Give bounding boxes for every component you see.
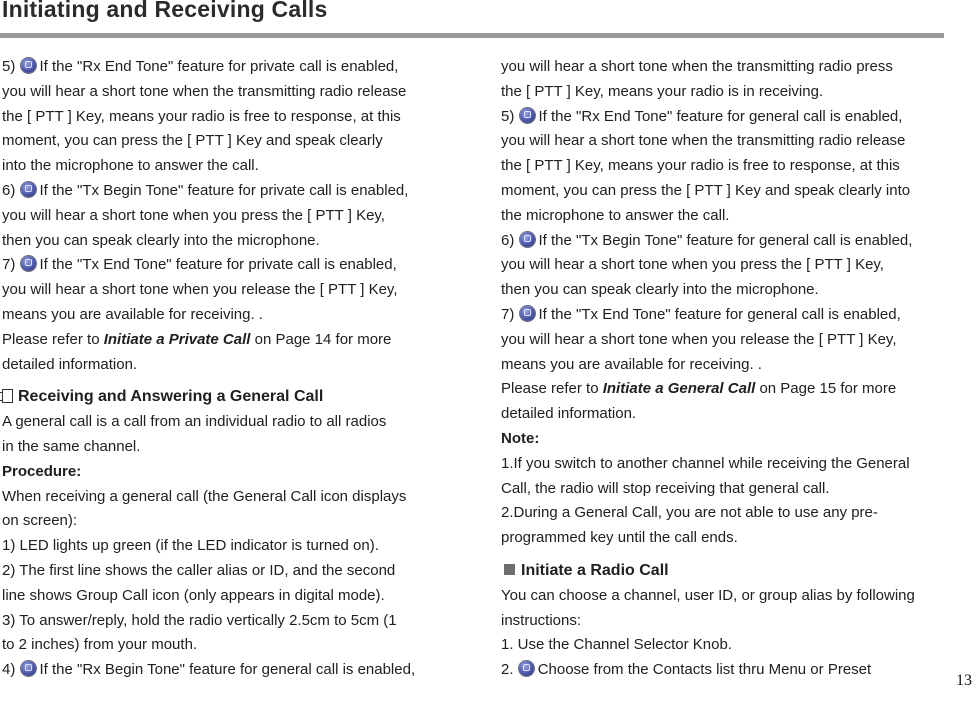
step-number: 5) [2, 58, 16, 75]
menu-button-icon [21, 182, 36, 197]
step-text: you will hear a short tone when you release the [ PTT ] Key, [501, 330, 897, 348]
refer-text: on Page 15 for more [755, 380, 897, 398]
step-number: 2. [501, 661, 514, 679]
cross-reference-link[interactable]: Initiate a General Call [602, 380, 756, 398]
procedure-text: to 2 inches) from your mouth. [2, 636, 198, 654]
procedure-text: 2) The first line shows the caller alias or ID, and the second [2, 561, 396, 579]
step-text: If the "Tx End Tone" feature for private call is enabled, [39, 256, 397, 274]
refer-line [501, 377, 951, 402]
note-text: 1.If you switch to another channel while receiving the General [501, 454, 910, 472]
note-text: 2.During a General Call, you are not able to use any pre- [501, 504, 878, 522]
section-heading-text: Receiving and Answering a General Call [18, 388, 324, 406]
step-text: then you can speak clearly into the microphone. [2, 231, 320, 249]
header-divider [0, 33, 944, 38]
step-text: you will hear a short tone when the transmitting radio press [501, 58, 893, 75]
step-number: 5) [501, 107, 515, 125]
step-text: you will hear a short tone when you press the [ PTT ] Key, [2, 206, 385, 224]
cross-reference-link[interactable]: Initiate a Private Call [103, 330, 251, 348]
document-icon [2, 389, 13, 403]
refer-text: Please refer to [2, 330, 104, 348]
step-text: If the "Tx Begin Tone" feature for private call is enabled, [39, 181, 409, 199]
step-text: you will hear a short tone when the transmitting radio release [2, 82, 407, 100]
step-text: means you are available for receiving. . [501, 355, 762, 373]
page-title: Initiating and Receiving Calls [2, 0, 328, 22]
refer-text: Please refer to [501, 380, 603, 398]
step-5-line-1 [501, 105, 951, 130]
note-text: Call, the radio will stop receiving that general call. [501, 479, 830, 497]
step-text: the [ PTT ] Key, means your radio is free to response, at this [501, 157, 900, 175]
note-label: Note: [501, 429, 540, 447]
procedure-text: 3) To answer/reply, hold the radio vertically 2.5cm to 5cm (1 [2, 611, 397, 629]
procedure-text: on screen): [2, 512, 78, 530]
step-text: you will hear a short tone when the transmitting radio release [501, 132, 906, 150]
step-text: moment, you can press the [ PTT ] Key and speak clearly [2, 132, 383, 150]
step-6-line-1 [2, 179, 452, 204]
step-4-line-1 [2, 658, 452, 683]
refer-text: detailed information. [2, 355, 138, 373]
section-text: instructions: [501, 611, 582, 629]
step-7-line-1 [501, 303, 951, 328]
step-6-line-1 [501, 229, 951, 254]
right-column [501, 55, 951, 683]
menu-button-icon [519, 661, 534, 676]
step-text: into the microphone to answer the call. [2, 157, 259, 175]
intro-text: A general call is a call from an individual radio to all radios [2, 413, 387, 431]
menu-button-icon [520, 108, 535, 123]
section-text: 1. Use the Channel Selector Knob. [501, 636, 732, 654]
procedure-text: When receiving a general call (the General Call icon displays [2, 487, 407, 505]
step-text: means you are available for receiving. . [2, 305, 263, 323]
step-text: Choose from the Contacts list thru Menu or Preset [537, 661, 872, 679]
step-number: 6) [501, 231, 515, 249]
intro-text: in the same channel. [2, 437, 141, 455]
step-text: the [ PTT ] Key, means your radio is in receiving. [501, 82, 824, 100]
section-heading-receiving [2, 385, 452, 410]
note-text: programmed key until the call ends. [501, 529, 738, 547]
left-column [2, 55, 452, 683]
square-bullet-icon [504, 564, 515, 575]
step-text: the [ PTT ] Key, means your radio is free to response, at this [2, 107, 401, 125]
procedure-text: line shows Group Call icon (only appears in digital mode). [2, 586, 385, 604]
step-text: If the "Rx End Tone" feature for general call is enabled, [538, 107, 903, 125]
step-text: you will hear a short tone when you press the [ PTT ] Key, [501, 256, 884, 274]
step-number: 7) [2, 256, 16, 274]
page-number: 13 [956, 672, 972, 689]
step-number: 4) [2, 661, 16, 679]
step-text: moment, you can press the [ PTT ] Key and speak clearly into [501, 181, 911, 199]
section-heading-text: Initiate a Radio Call [521, 561, 669, 579]
step-text: If the "Tx End Tone" feature for general call is enabled, [538, 305, 901, 323]
step-text: you will hear a short tone when you release the [ PTT ] Key, [2, 281, 398, 299]
section-heading-initiate [501, 559, 951, 584]
menu-button-icon [520, 306, 535, 321]
menu-button-icon [520, 232, 535, 247]
step-text: If the "Rx End Tone" feature for private call is enabled, [39, 58, 399, 75]
step-number: 7) [501, 305, 515, 323]
menu-button-icon [21, 256, 36, 271]
refer-text: detailed information. [501, 405, 637, 423]
refer-line [2, 328, 452, 353]
menu-button-icon [21, 661, 36, 676]
step-text: the microphone to answer the call. [501, 206, 730, 224]
step-text: If the "Tx Begin Tone" feature for general call is enabled, [538, 231, 913, 249]
step-number: 6) [2, 181, 16, 199]
section-text: You can choose a channel, user ID, or group alias by following [501, 586, 915, 604]
procedure-label: Procedure: [2, 462, 82, 480]
step-7-line-1 [2, 253, 452, 278]
step-text: If the "Rx Begin Tone" feature for general call is enabled, [39, 661, 416, 679]
menu-button-icon [21, 58, 36, 73]
procedure-text: 1) LED lights up green (if the LED indicator is turned on). [2, 537, 379, 555]
refer-text: on Page 14 for more [250, 330, 392, 348]
step-2-line-1 [501, 658, 951, 683]
step-5-line-1 [2, 55, 452, 80]
step-text: then you can speak clearly into the microphone. [501, 281, 819, 299]
